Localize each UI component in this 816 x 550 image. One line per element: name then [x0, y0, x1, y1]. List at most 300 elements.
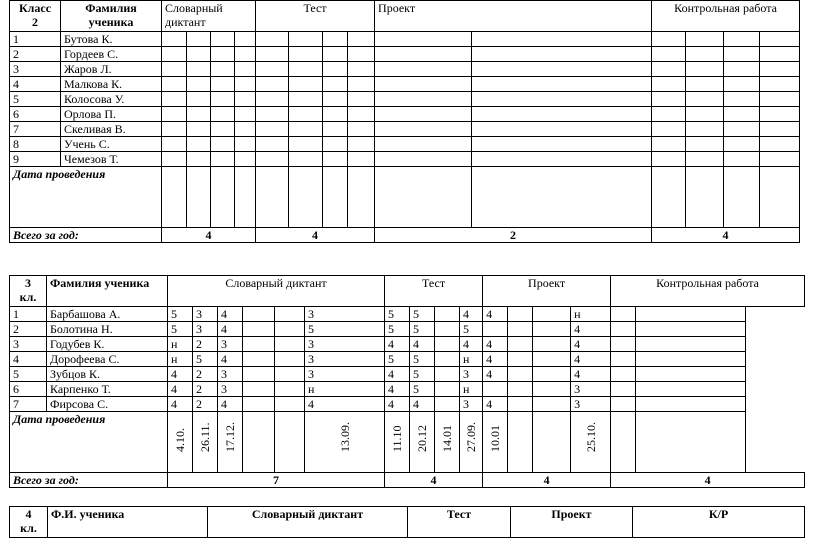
grade-cell: [243, 367, 275, 382]
student-name: Учень С.: [61, 137, 162, 152]
grade-cell: [533, 382, 571, 397]
date-label: Дата проведения: [10, 167, 162, 228]
date-cell: [760, 167, 800, 228]
student-name: Бутова К.: [61, 32, 162, 47]
header-project: Проект: [483, 276, 611, 307]
grade-cell: [256, 107, 289, 122]
grade-cell: 3: [460, 397, 483, 412]
grade-cell: [348, 152, 375, 167]
grade-cell: [289, 77, 323, 92]
grade-cell: [724, 47, 760, 62]
grade-cell: [235, 122, 256, 137]
grade-cell: [636, 382, 746, 397]
grade-cell: [243, 322, 275, 337]
student-number: 5: [10, 367, 47, 382]
grade-cell: 4: [168, 367, 193, 382]
grade-cell: [508, 382, 533, 397]
grade-cell: [243, 337, 275, 352]
grade-cell: 4: [571, 352, 611, 367]
student-row: [10, 397, 805, 412]
grade-cell: 4: [168, 397, 193, 412]
header-project: Проект: [511, 507, 633, 538]
grade-cell: 4: [460, 307, 483, 322]
grade-cell: н: [168, 352, 193, 367]
grade-cell: [760, 77, 800, 92]
student-name: Малкова К.: [61, 77, 162, 92]
date-value: 20.12: [415, 425, 430, 452]
grade-cell: [348, 137, 375, 152]
grade-cell: 5: [168, 307, 193, 322]
student-row: [10, 137, 800, 152]
grade-cell: [652, 77, 686, 92]
date-cell: [348, 167, 375, 228]
grade-cell: [483, 322, 508, 337]
grade-cell: [323, 92, 348, 107]
date-cell: [168, 412, 193, 473]
grade-cell: [348, 62, 375, 77]
student-name: Карпенко Т.: [47, 382, 168, 397]
student-number: 3: [10, 62, 61, 77]
grade-cell: 3: [193, 307, 218, 322]
grade-cell: [187, 122, 211, 137]
header-project: Проект: [375, 1, 652, 32]
grade-cell: [472, 77, 652, 92]
grade-cell: [162, 107, 187, 122]
student-row: [10, 47, 800, 62]
date-cell: [218, 412, 243, 473]
grade-cell: [162, 137, 187, 152]
grade-cell: 2: [193, 367, 218, 382]
grade-cell: [760, 107, 800, 122]
grade-cell: 2: [193, 382, 218, 397]
grade-cell: 5: [168, 322, 193, 337]
grade-cell: 4: [218, 307, 243, 322]
grade-cell: 2: [193, 337, 218, 352]
header-dictation: Словарный диктант: [208, 507, 408, 538]
grade-cell: [243, 382, 275, 397]
grade-cell: [435, 307, 460, 322]
grade-cell: 5: [385, 352, 410, 367]
grade-cell: [435, 367, 460, 382]
grade-cell: [686, 77, 724, 92]
grade-cell: [243, 397, 275, 412]
grade-cell: [724, 62, 760, 77]
date-cell: [483, 412, 508, 473]
date-cell: [235, 167, 256, 228]
grade-cell: [187, 152, 211, 167]
grade-cell: 3: [460, 367, 483, 382]
date-value: 25.10.: [583, 422, 598, 452]
grade-cell: 4: [483, 397, 508, 412]
grade-cell: 5: [385, 322, 410, 337]
name-header: Фамилия ученика: [47, 276, 168, 307]
grade-cell: [611, 397, 636, 412]
grade-cell: [652, 92, 686, 107]
grade-cell: 5: [410, 307, 435, 322]
grade-cell: [256, 122, 289, 137]
header-control-work: Контрольная работа: [652, 1, 800, 32]
date-cell: [652, 167, 686, 228]
student-name: Скеливая В.: [61, 122, 162, 137]
grade-cell: [275, 307, 305, 322]
student-row: [10, 92, 800, 107]
grade-cell: [348, 47, 375, 62]
grade-cell: [533, 367, 571, 382]
date-cell: [289, 167, 323, 228]
grade-cell: 4: [410, 337, 435, 352]
date-cell: [323, 167, 348, 228]
grade-cell: [211, 107, 235, 122]
grade-cell: 4: [571, 337, 611, 352]
grade-cell: [348, 92, 375, 107]
grade-cell: [323, 137, 348, 152]
date-cell: [275, 412, 305, 473]
date-cell: [460, 412, 483, 473]
grade-cell: [435, 337, 460, 352]
grade-cell: [724, 122, 760, 137]
grade-cell: [348, 122, 375, 137]
name-header: Фамилия ученика: [61, 1, 162, 32]
grade-cell: 4: [218, 322, 243, 337]
grade-cell: [435, 322, 460, 337]
student-number: 9: [10, 152, 61, 167]
header-control-work: Контрольная работа: [611, 276, 805, 307]
grade-cell: 2: [193, 397, 218, 412]
grade-cell: [760, 122, 800, 137]
grade-cell: [636, 352, 746, 367]
grade-cell: 5: [385, 307, 410, 322]
date-cell: [375, 167, 472, 228]
grade-cell: [235, 47, 256, 62]
student-number: 7: [10, 397, 47, 412]
grade-cell: [724, 107, 760, 122]
grade-cell: [724, 152, 760, 167]
date-cell: [256, 167, 289, 228]
grade-cell: 4: [571, 367, 611, 382]
header-test: Тест: [408, 507, 511, 538]
grade-cell: [256, 92, 289, 107]
student-row: [10, 77, 800, 92]
grade-cell: [256, 47, 289, 62]
grade-cell: [348, 77, 375, 92]
grade-cell: [652, 122, 686, 137]
grade-cell: [611, 322, 636, 337]
student-name: Колосова У.: [61, 92, 162, 107]
student-row: [10, 352, 805, 367]
grade-cell: [323, 152, 348, 167]
grade-cell: [375, 92, 472, 107]
grade-cell: [686, 122, 724, 137]
student-name: Годубев К.: [47, 337, 168, 352]
grade-cell: [760, 152, 800, 167]
grade-cell: [636, 337, 746, 352]
grade-cell: [652, 137, 686, 152]
grade-cell: 3: [218, 367, 243, 382]
student-name: Зубцов К.: [47, 367, 168, 382]
grade-cell: [533, 307, 571, 322]
student-row: [10, 382, 805, 397]
grade-cell: 5: [460, 322, 483, 337]
date-cell: [435, 412, 460, 473]
grade-cell: [256, 137, 289, 152]
grade-cell: [636, 322, 746, 337]
grade-cell: [472, 92, 652, 107]
grade-cell: [235, 62, 256, 77]
student-name: Болотина Н.: [47, 322, 168, 337]
header-test: Тест: [385, 276, 483, 307]
grade-cell: [472, 32, 652, 47]
grade-cell: [275, 352, 305, 367]
grade-cell: 4: [483, 352, 508, 367]
student-row: [10, 307, 805, 322]
grade-cell: [162, 47, 187, 62]
grade-cell: 3: [305, 367, 385, 382]
grade-cell: [472, 137, 652, 152]
grade-cell: 4: [571, 322, 611, 337]
grade-cell: [187, 107, 211, 122]
grade-cell: [375, 122, 472, 137]
grade-cell: [611, 367, 636, 382]
grade-cell: [508, 307, 533, 322]
grade-cell: 3: [571, 382, 611, 397]
date-value: 11.10: [390, 425, 405, 452]
grade-cell: [187, 137, 211, 152]
grade-cell: 4: [483, 337, 508, 352]
grade-cell: [275, 367, 305, 382]
date-cell: [724, 167, 760, 228]
grade-cell: [472, 62, 652, 77]
grade-cell: н: [168, 337, 193, 352]
grade-cell: [211, 32, 235, 47]
total-project: 2: [375, 228, 652, 243]
grade-cell: [611, 352, 636, 367]
grade-cell: [162, 152, 187, 167]
grade-cell: [162, 77, 187, 92]
header-dictation: Словарный диктант: [162, 1, 256, 32]
total-test: 4: [256, 228, 375, 243]
grade-cell: [760, 92, 800, 107]
total-project: 4: [483, 473, 611, 488]
student-number: 3: [10, 337, 47, 352]
grade-cell: [636, 397, 746, 412]
grade-cell: [187, 77, 211, 92]
grade-cell: [652, 152, 686, 167]
student-name: Гордеев С.: [61, 47, 162, 62]
grade-cell: 3: [305, 352, 385, 367]
date-cell: [410, 412, 435, 473]
grade-cell: 4: [483, 307, 508, 322]
date-cell: [472, 167, 652, 228]
date-value: 26.11.: [198, 422, 212, 452]
date-cell: [211, 167, 235, 228]
grade-cell: [256, 152, 289, 167]
grade-cell: [162, 122, 187, 137]
grade-cell: [187, 62, 211, 77]
grade-cell: н: [460, 352, 483, 367]
student-name: Орлова П.: [61, 107, 162, 122]
grade-cell: [256, 77, 289, 92]
grade-cell: [235, 77, 256, 92]
grade-cell: 4: [483, 367, 508, 382]
student-rows: [10, 307, 805, 412]
grade-cell: [375, 137, 472, 152]
grade-cell: [323, 77, 348, 92]
grade-2-table: [9, 0, 800, 243]
grade-cell: [275, 382, 305, 397]
student-number: 1: [10, 307, 47, 322]
grade-3-table: [9, 275, 805, 488]
grade-cell: [235, 137, 256, 152]
grade-cell: 3: [305, 337, 385, 352]
date-cell: [305, 412, 385, 473]
grade-cell: [375, 32, 472, 47]
grade-cell: [211, 77, 235, 92]
grade-cell: 4: [218, 352, 243, 367]
grade-cell: н: [305, 382, 385, 397]
grade-cell: 3: [571, 397, 611, 412]
grade-cell: [256, 62, 289, 77]
date-value: 10.01: [488, 425, 503, 452]
grade-cell: [686, 92, 724, 107]
grade-cell: 4: [385, 382, 410, 397]
date-value: 14.01: [440, 425, 455, 452]
grade-cell: [636, 367, 746, 382]
grade-cell: [375, 107, 472, 122]
grade-cell: [508, 352, 533, 367]
student-row: [10, 107, 800, 122]
grade-cell: 5: [410, 352, 435, 367]
grade-cell: 3: [305, 307, 385, 322]
student-number: 1: [10, 32, 61, 47]
date-cell: [187, 167, 211, 228]
grade-cell: [652, 47, 686, 62]
grade-cell: [211, 47, 235, 62]
student-rows: [10, 32, 800, 167]
grade-cell: [235, 107, 256, 122]
student-row: [10, 322, 805, 337]
grade-cell: [162, 92, 187, 107]
grade-cell: [375, 152, 472, 167]
total-test: 4: [385, 473, 483, 488]
grade-cell: [760, 62, 800, 77]
grade-cell: 4: [168, 382, 193, 397]
grade-cell: [243, 352, 275, 367]
grade-cell: [533, 352, 571, 367]
grade-cell: [508, 337, 533, 352]
grade-cell: [724, 92, 760, 107]
grade-cell: 4: [410, 397, 435, 412]
grade-cell: [289, 92, 323, 107]
total-dictation: 7: [168, 473, 385, 488]
student-number: 6: [10, 382, 47, 397]
total-control-work: 4: [611, 473, 805, 488]
grade-cell: [375, 47, 472, 62]
total-label: Всего за год:: [10, 473, 168, 488]
grade-cell: [508, 397, 533, 412]
grade-cell: [686, 137, 724, 152]
grade-cell: [472, 122, 652, 137]
student-name: Жаров Л.: [61, 62, 162, 77]
date-value: 17.12.: [223, 422, 237, 452]
grade-cell: [235, 152, 256, 167]
grade-cell: [348, 107, 375, 122]
grade-cell: [323, 32, 348, 47]
student-name: Дорофеева С.: [47, 352, 168, 367]
student-number: 6: [10, 107, 61, 122]
grade-cell: [508, 367, 533, 382]
grade-cell: [323, 107, 348, 122]
grade-cell: 4: [385, 337, 410, 352]
grade-cell: [483, 382, 508, 397]
grade-cell: [508, 322, 533, 337]
grade-cell: [435, 352, 460, 367]
student-row: [10, 122, 800, 137]
student-row: [10, 152, 800, 167]
date-cell: [533, 412, 571, 473]
grade-cell: [375, 62, 472, 77]
date-label: Дата проведения: [10, 412, 168, 473]
total-label: Всего за год:: [10, 228, 162, 243]
grade-cell: [162, 32, 187, 47]
date-cell: [611, 412, 636, 473]
grade-cell: [289, 32, 323, 47]
date-cell: [193, 412, 218, 473]
grade-cell: [375, 77, 472, 92]
student-number: 4: [10, 352, 47, 367]
grade-cell: [289, 47, 323, 62]
grade-cell: [289, 122, 323, 137]
date-value: 4.10.: [173, 428, 187, 452]
grade-cell: 4: [460, 337, 483, 352]
grade-cell: 3: [218, 337, 243, 352]
header-test: Тест: [256, 1, 375, 32]
student-number: 7: [10, 122, 61, 137]
grade-cell: [435, 382, 460, 397]
grade-cell: [256, 32, 289, 47]
grade-cell: [211, 62, 235, 77]
student-row: [10, 367, 805, 382]
class-header: 4 кл.: [10, 507, 48, 538]
grade-cell: [211, 92, 235, 107]
grade-cell: [275, 397, 305, 412]
date-cell: [385, 412, 410, 473]
header-dictation: Словарный диктант: [168, 276, 385, 307]
grade-cell: [686, 47, 724, 62]
grade-cell: [275, 337, 305, 352]
date-cell: [162, 167, 187, 228]
name-header: Ф.И. ученика: [48, 507, 208, 538]
grade-cell: [472, 152, 652, 167]
grade-cell: 4: [385, 397, 410, 412]
grade-cell: [211, 137, 235, 152]
grade-cell: [533, 337, 571, 352]
date-value: 13.09.: [337, 422, 352, 452]
grade-cell: [760, 47, 800, 62]
grade-cell: [652, 62, 686, 77]
grade-cell: 5: [193, 352, 218, 367]
grade-cell: [162, 62, 187, 77]
class-header: Класс 2: [10, 1, 61, 32]
student-row: [10, 337, 805, 352]
grade-cell: [760, 32, 800, 47]
date-cell: [686, 167, 724, 228]
grade-cell: [533, 322, 571, 337]
student-name: Фирсова С.: [47, 397, 168, 412]
total-control-work: 4: [652, 228, 800, 243]
grade-cell: [724, 137, 760, 152]
date-cell: [243, 412, 275, 473]
grade-cell: 3: [193, 322, 218, 337]
